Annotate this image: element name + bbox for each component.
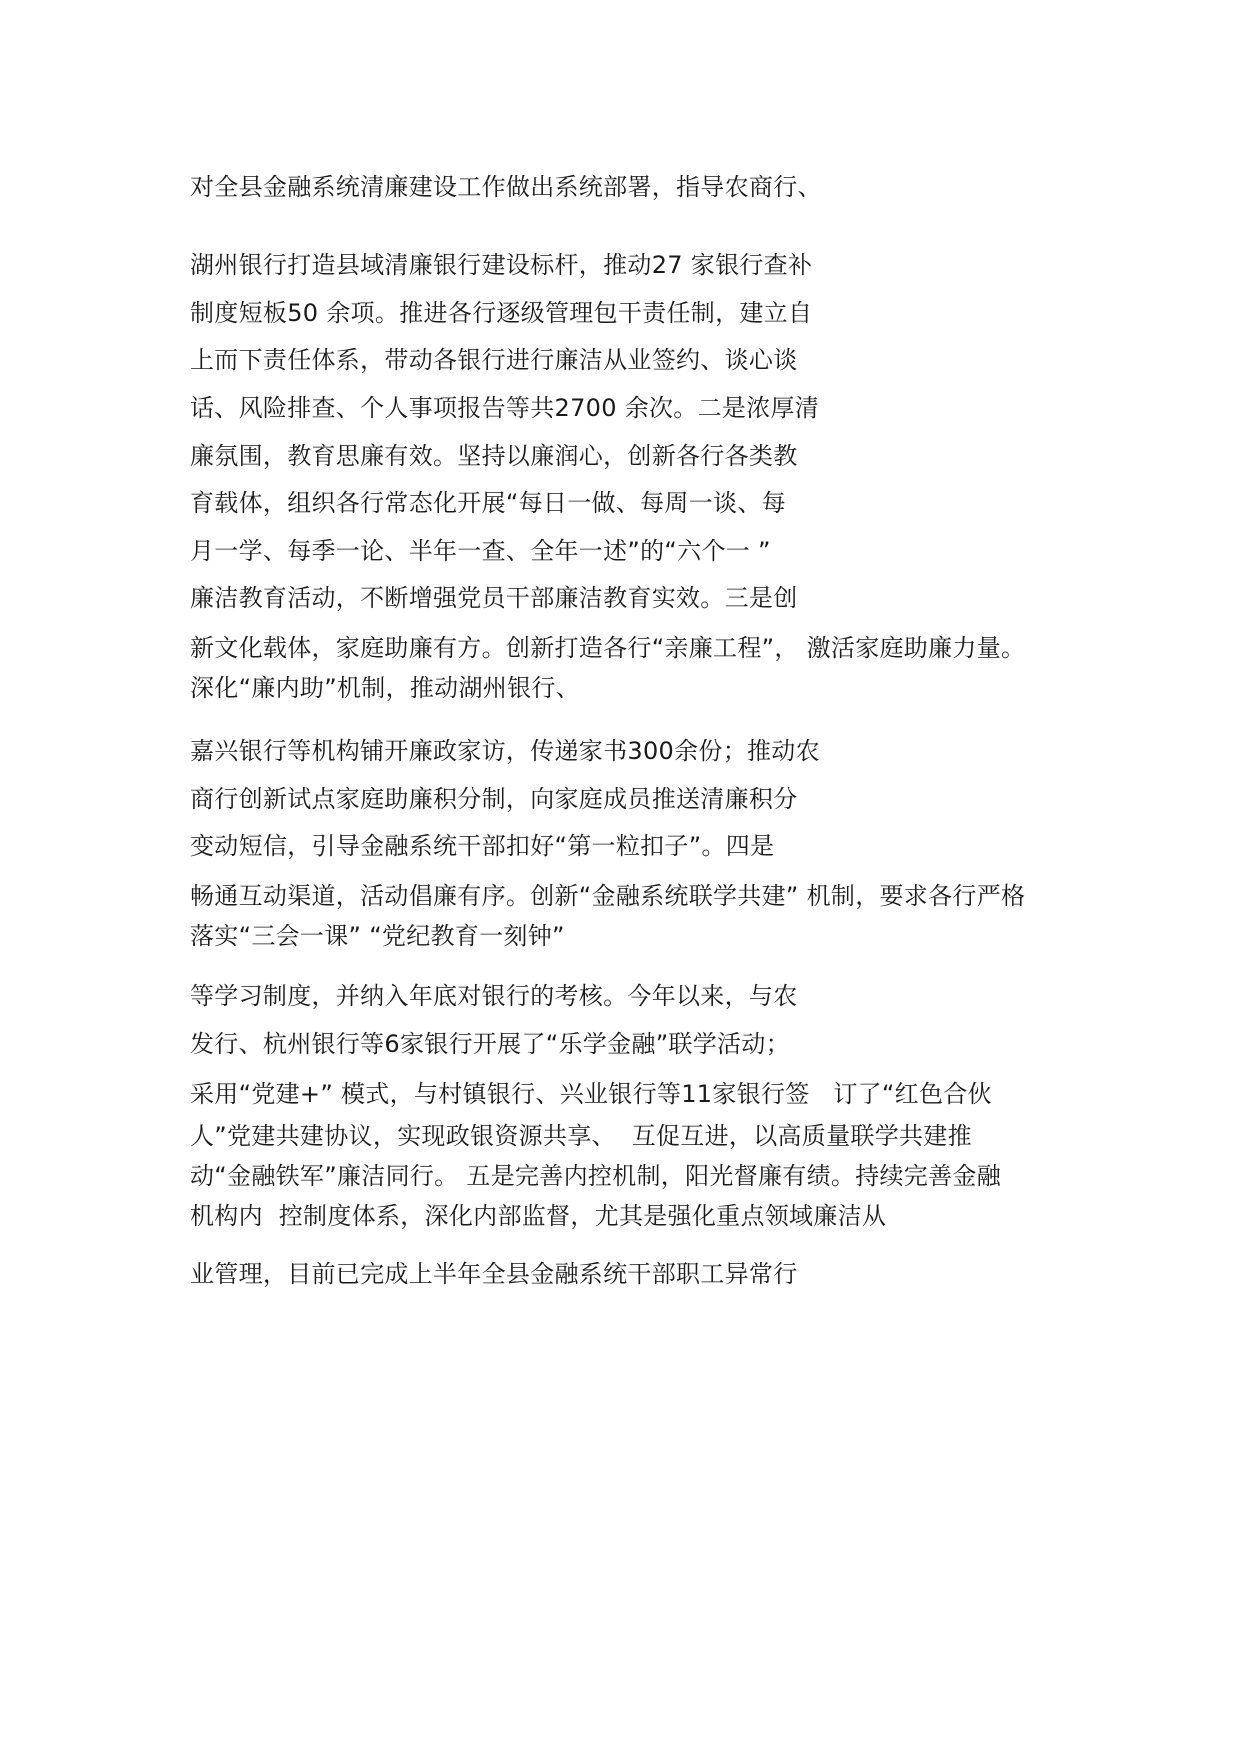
text-line: 新文化载体，家庭助廉有方。创新打造各行“亲廉工程”， 激活家庭助廉力量。 bbox=[190, 634, 1026, 662]
text-line: 发行、杭州银行等6家银行开展了“乐学金融”联学活动； bbox=[190, 1030, 790, 1058]
text-line: 畅通互动渠道，活动倡廉有序。创新“金融系统联学共建” 机制，要求各行严格 bbox=[190, 882, 1026, 910]
text-line: 制度短板50 余项。推进各行逐级管理包干责任制，建立自 bbox=[190, 299, 813, 327]
text-line: 采用“党建+” 模式，与村镇银行、兴业银行等11家银行签 订了“红色合伙 bbox=[190, 1080, 992, 1108]
text-line: 商行创新试点家庭助廉积分制，向家庭成员推送清廉积分 bbox=[190, 785, 798, 813]
text-line: 育载体，组织各行常态化开展“每日一做、每周一谈、每 bbox=[190, 489, 786, 517]
text-line: 对全县金融系统清廉建设工作做出系统部署，指导农商行、 bbox=[190, 173, 822, 201]
text-line: 嘉兴银行等机构铺开廉政家访，传递家书300余份；推动农 bbox=[190, 737, 820, 765]
text-line: 话、风险排查、个人事项报告等共2700 余次。二是浓厚清 bbox=[190, 394, 820, 422]
text-line: 落实“三会一课” “党纪教育一刻钟” bbox=[190, 922, 565, 950]
text-line: 变动短信，引导金融系统干部扣好“第一粒扣子”。四是 bbox=[190, 832, 775, 860]
text-line: 人”党建共建协议，实现政银资源共享、 互促互进，以高质量联学共建推 bbox=[190, 1122, 972, 1150]
text-line: 上而下责任体系，带动各银行进行廉洁从业签约、谈心谈 bbox=[190, 346, 798, 374]
text-line: 业管理，目前已完成上半年全县金融系统干部职工异常行 bbox=[190, 1260, 798, 1288]
text-line: 等学习制度，并纳入年底对银行的考核。今年以来，与农 bbox=[190, 982, 798, 1010]
text-line: 机构内 控制度体系，深化内部监督，尤其是强化重点领域廉洁从 bbox=[190, 1202, 887, 1230]
text-line: 月一学、每季一论、半年一查、全年一述”的“六个一 ” bbox=[190, 537, 771, 565]
text-line: 动“金融铁军”廉洁同行。 五是完善内控机制，阳光督廉有绩。持续完善金融 bbox=[190, 1162, 1001, 1190]
text-line: 湖州银行打造县域清廉银行建设标杆，推动27 家银行查补 bbox=[190, 251, 813, 279]
text-line: 廉洁教育活动，不断增强党员干部廉洁教育实效。三是创 bbox=[190, 584, 798, 612]
text-line: 深化“廉内助”机制，推动湖州银行、 bbox=[190, 674, 580, 702]
text-line: 廉氛围，教育思廉有效。坚持以廉润心，创新各行各类教 bbox=[190, 442, 798, 470]
